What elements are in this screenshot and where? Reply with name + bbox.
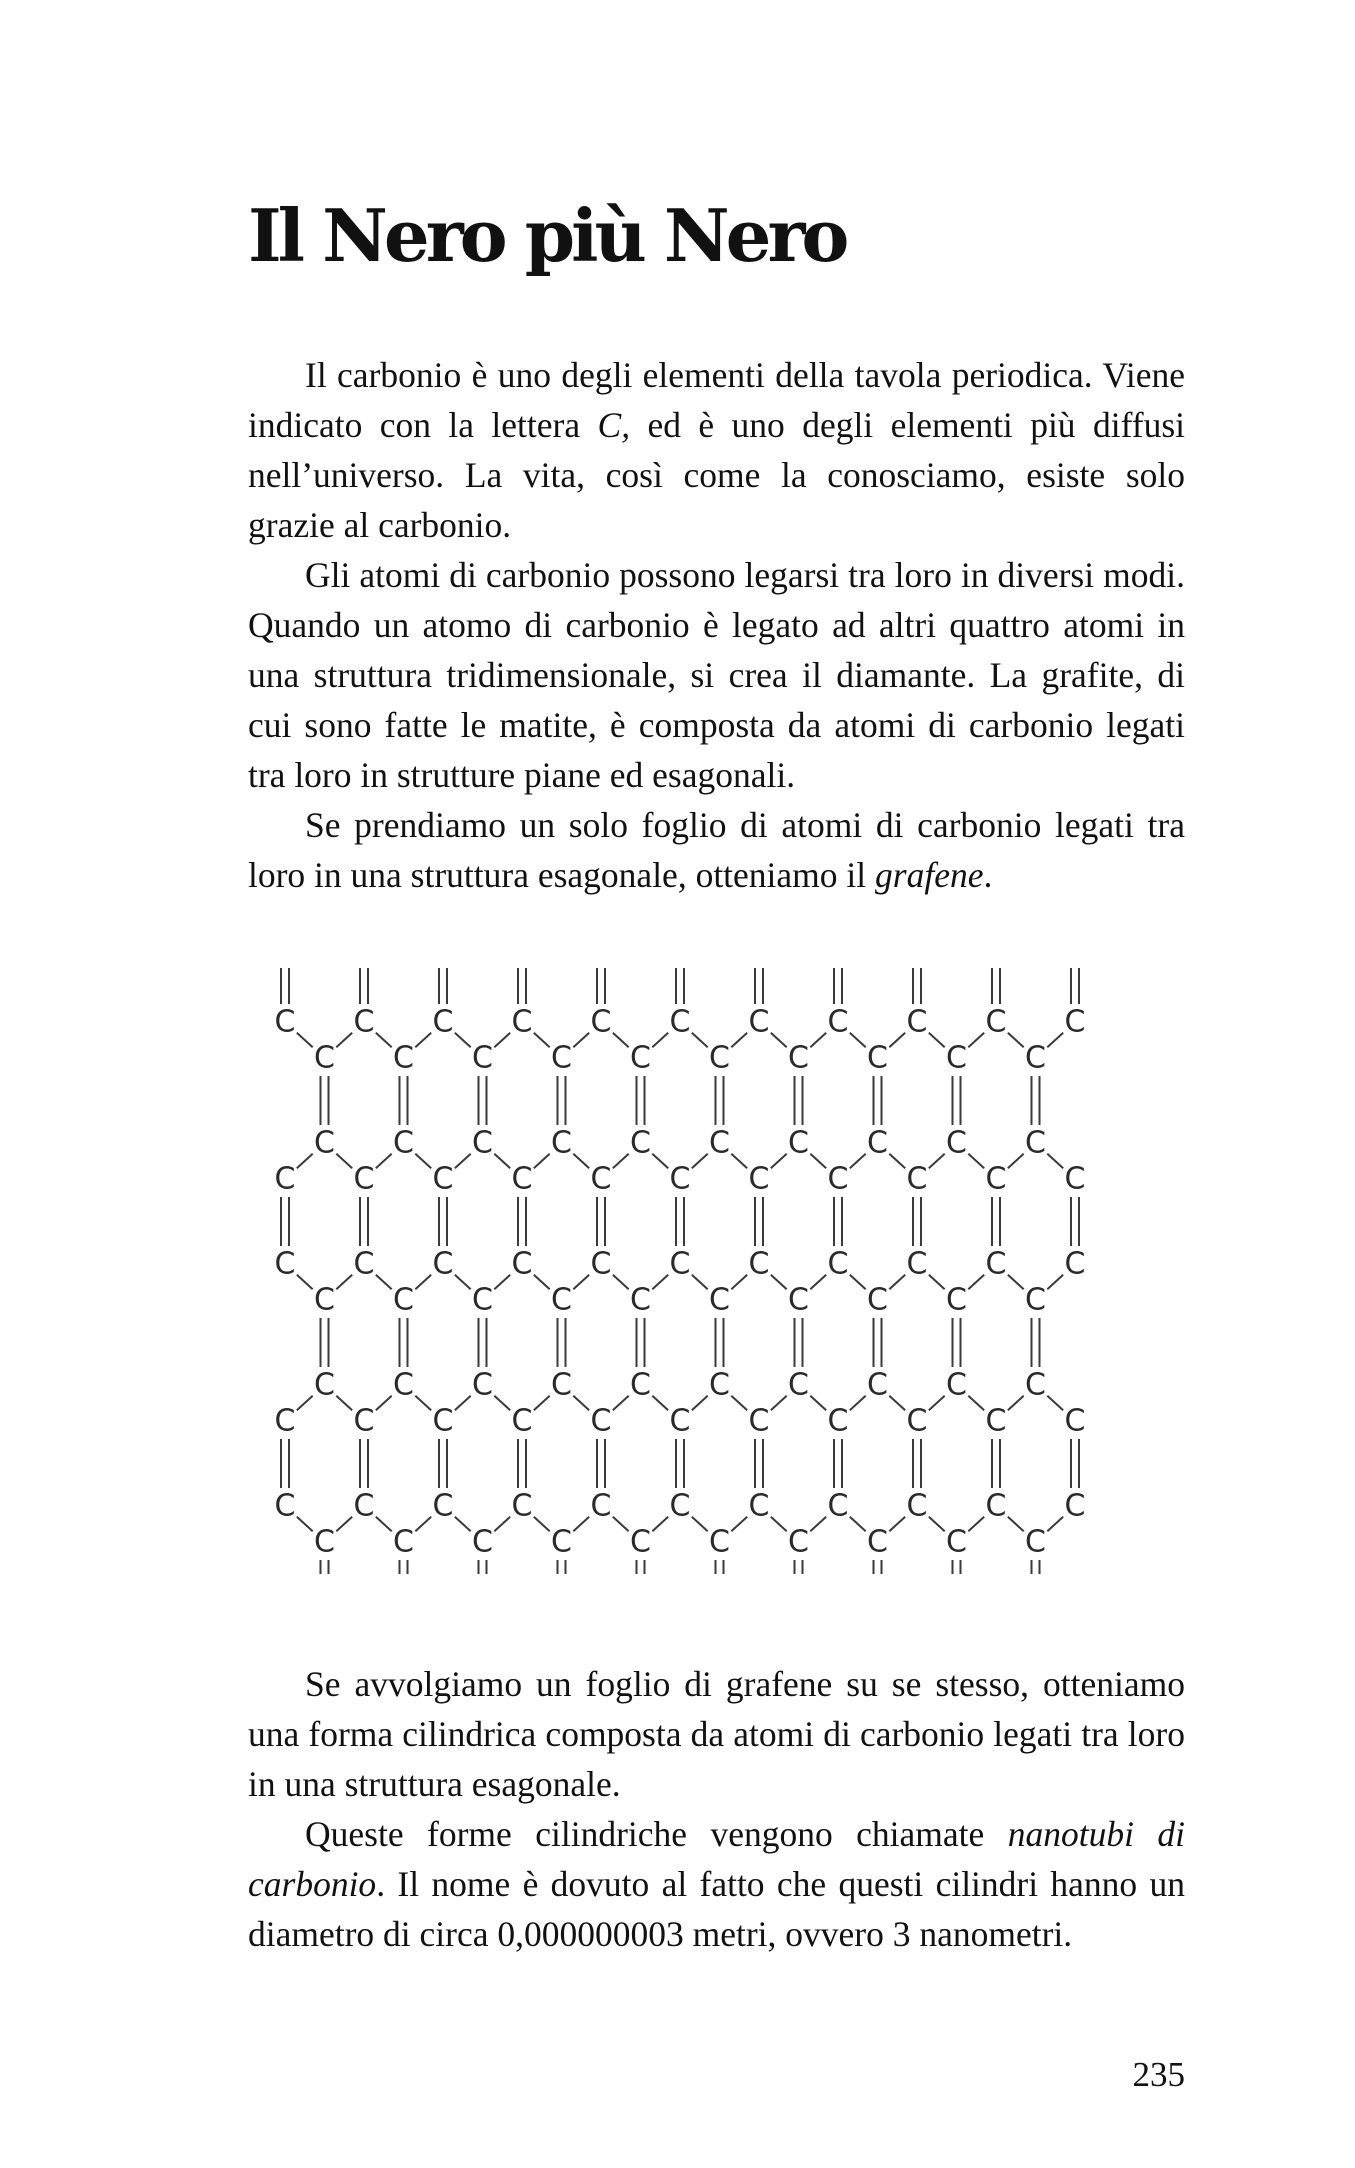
single-bond bbox=[297, 1275, 313, 1289]
single-bond bbox=[771, 1517, 787, 1531]
carbon-atom: C bbox=[274, 1246, 296, 1282]
single-bond bbox=[652, 1396, 668, 1410]
single-bond bbox=[534, 1154, 550, 1168]
carbon-atom: C bbox=[472, 1524, 493, 1560]
carbon-atom: C bbox=[946, 1125, 967, 1161]
carbon-atom: C bbox=[432, 1161, 454, 1197]
single-bond bbox=[376, 1033, 392, 1047]
single-bond bbox=[810, 1154, 826, 1168]
carbon-atom: C bbox=[432, 1004, 454, 1040]
single-bond bbox=[850, 1517, 866, 1531]
single-bond bbox=[889, 1517, 905, 1531]
carbon-atom: C bbox=[709, 1282, 730, 1318]
single-bond bbox=[613, 1033, 629, 1047]
carbon-atom: C bbox=[709, 1125, 730, 1161]
single-bond bbox=[929, 1275, 945, 1289]
carbon-atom: C bbox=[393, 1125, 414, 1161]
carbon-atom: C bbox=[906, 1403, 928, 1439]
single-bond bbox=[494, 1154, 510, 1168]
carbon-atom: C bbox=[511, 1161, 533, 1197]
single-bond bbox=[850, 1033, 866, 1047]
carbon-atom: C bbox=[432, 1246, 454, 1282]
single-bond bbox=[573, 1275, 589, 1289]
carbon-atom: C bbox=[985, 1161, 1007, 1197]
carbon-atom: C bbox=[827, 1246, 849, 1282]
carbon-atom: C bbox=[432, 1403, 454, 1439]
single-bond bbox=[336, 1275, 352, 1289]
carbon-atom: C bbox=[827, 1403, 849, 1439]
carbon-atom: C bbox=[353, 1161, 375, 1197]
single-bond bbox=[336, 1517, 352, 1531]
carbon-atom: C bbox=[551, 1282, 572, 1318]
carbon-atom: C bbox=[669, 1403, 691, 1439]
single-bond bbox=[297, 1517, 313, 1531]
single-bond bbox=[297, 1396, 313, 1410]
carbon-atom: C bbox=[472, 1040, 493, 1076]
carbon-atom: C bbox=[946, 1524, 967, 1560]
carbon-atom: C bbox=[551, 1125, 572, 1161]
single-bond bbox=[1047, 1033, 1063, 1047]
carbon-atom: C bbox=[353, 1246, 375, 1282]
carbon-atom: C bbox=[748, 1488, 770, 1524]
single-bond bbox=[1047, 1275, 1063, 1289]
paragraph-rolled-graphene: Se avvolgiamo un foglio di grafene su se stesso, otteniamo una forma cilindrica composta da atomi di carbonio legati tra loro in una struttura esagonale. bbox=[248, 1664, 1185, 1804]
carbon-atom: C bbox=[827, 1161, 849, 1197]
single-bond bbox=[455, 1033, 471, 1047]
carbon-atom: C bbox=[1064, 1004, 1086, 1040]
single-bond bbox=[376, 1154, 392, 1168]
single-bond bbox=[731, 1154, 747, 1168]
carbon-atom: C bbox=[393, 1524, 414, 1560]
carbon-atom: C bbox=[511, 1488, 533, 1524]
single-bond bbox=[692, 1517, 708, 1531]
carbon-atom: C bbox=[630, 1040, 651, 1076]
carbon-atom: C bbox=[669, 1488, 691, 1524]
single-bond bbox=[455, 1275, 471, 1289]
single-bond bbox=[336, 1033, 352, 1047]
single-bond bbox=[652, 1154, 668, 1168]
single-bond bbox=[534, 1517, 550, 1531]
single-bond bbox=[1008, 1154, 1024, 1168]
carbon-atom: C bbox=[551, 1040, 572, 1076]
single-bond bbox=[810, 1517, 826, 1531]
chapter-title: Il Nero più Nero bbox=[248, 193, 846, 278]
single-bond bbox=[692, 1275, 708, 1289]
carbon-atom: C bbox=[709, 1524, 730, 1560]
single-bond bbox=[455, 1517, 471, 1531]
carbon-atom: C bbox=[511, 1246, 533, 1282]
single-bond bbox=[968, 1396, 984, 1410]
carbon-atom: C bbox=[472, 1125, 493, 1161]
carbon-atom: C bbox=[748, 1246, 770, 1282]
single-bond bbox=[1047, 1154, 1063, 1168]
single-bond bbox=[415, 1033, 431, 1047]
single-bond bbox=[731, 1275, 747, 1289]
single-bond bbox=[692, 1154, 708, 1168]
single-bond bbox=[889, 1396, 905, 1410]
carbon-atom: C bbox=[314, 1040, 335, 1076]
carbon-atom: C bbox=[274, 1488, 296, 1524]
carbon-atom: C bbox=[393, 1367, 414, 1403]
carbon-atom: C bbox=[1025, 1125, 1046, 1161]
single-bond bbox=[455, 1154, 471, 1168]
single-bond bbox=[415, 1275, 431, 1289]
single-bond bbox=[929, 1396, 945, 1410]
single-bond bbox=[968, 1517, 984, 1531]
carbon-atom: C bbox=[669, 1161, 691, 1197]
single-bond bbox=[968, 1033, 984, 1047]
carbon-atom: C bbox=[432, 1488, 454, 1524]
carbon-atom: C bbox=[590, 1403, 612, 1439]
single-bond bbox=[415, 1154, 431, 1168]
single-bond bbox=[968, 1275, 984, 1289]
single-bond bbox=[613, 1396, 629, 1410]
single-bond bbox=[810, 1033, 826, 1047]
single-bond bbox=[573, 1154, 589, 1168]
carbon-atom: C bbox=[788, 1524, 809, 1560]
single-bond bbox=[652, 1517, 668, 1531]
single-bond bbox=[692, 1396, 708, 1410]
single-bond bbox=[850, 1275, 866, 1289]
carbon-atom: C bbox=[353, 1004, 375, 1040]
single-bond bbox=[889, 1033, 905, 1047]
carbon-atom: C bbox=[985, 1246, 1007, 1282]
single-bond bbox=[652, 1275, 668, 1289]
carbon-atom: C bbox=[788, 1040, 809, 1076]
carbon-atom: C bbox=[906, 1004, 928, 1040]
single-bond bbox=[929, 1517, 945, 1531]
carbon-atom: C bbox=[1064, 1246, 1086, 1282]
carbon-atom: C bbox=[1025, 1282, 1046, 1318]
single-bond bbox=[731, 1517, 747, 1531]
single-bond bbox=[889, 1154, 905, 1168]
carbon-atom: C bbox=[827, 1488, 849, 1524]
single-bond bbox=[494, 1033, 510, 1047]
single-bond bbox=[415, 1396, 431, 1410]
carbon-atom: C bbox=[669, 1004, 691, 1040]
single-bond bbox=[1047, 1396, 1063, 1410]
single-bond bbox=[297, 1154, 313, 1168]
carbon-atom: C bbox=[274, 1403, 296, 1439]
carbon-atom: C bbox=[630, 1282, 651, 1318]
intro-text bbox=[248, 350, 1185, 900]
single-bond bbox=[415, 1517, 431, 1531]
single-bond bbox=[613, 1154, 629, 1168]
single-bond bbox=[1047, 1517, 1063, 1531]
carbon-atom: C bbox=[590, 1161, 612, 1197]
single-bond bbox=[573, 1396, 589, 1410]
carbon-atom: C bbox=[314, 1524, 335, 1560]
carbon-atom: C bbox=[472, 1367, 493, 1403]
carbon-atom: C bbox=[788, 1282, 809, 1318]
single-bond bbox=[573, 1033, 589, 1047]
single-bond bbox=[692, 1033, 708, 1047]
carbon-atom: C bbox=[748, 1403, 770, 1439]
page-number: 235 bbox=[1132, 2055, 1185, 2094]
single-bond bbox=[534, 1033, 550, 1047]
carbon-atom: C bbox=[353, 1488, 375, 1524]
single-bond bbox=[731, 1033, 747, 1047]
carbon-atom: C bbox=[748, 1004, 770, 1040]
single-bond bbox=[929, 1154, 945, 1168]
single-bond bbox=[771, 1154, 787, 1168]
single-bond bbox=[929, 1033, 945, 1047]
carbon-atom: C bbox=[788, 1125, 809, 1161]
single-bond bbox=[494, 1396, 510, 1410]
carbon-atom: C bbox=[314, 1125, 335, 1161]
single-bond bbox=[968, 1154, 984, 1168]
carbon-atom: C bbox=[985, 1004, 1007, 1040]
paragraph-carbon-intro: Il carbonio è uno degli elementi della tavola periodica. Viene indicato con la lettera C, ed è uno degli elementi più diffusi nell’universo. La vita, così come la conosciamo, esiste solo grazie al carbonio. bbox=[248, 355, 1185, 545]
single-bond bbox=[534, 1396, 550, 1410]
single-bond bbox=[336, 1396, 352, 1410]
single-bond bbox=[1008, 1517, 1024, 1531]
single-bond bbox=[771, 1033, 787, 1047]
carbon-atom: C bbox=[1064, 1403, 1086, 1439]
carbon-atom: C bbox=[511, 1004, 533, 1040]
carbon-atom: C bbox=[709, 1040, 730, 1076]
carbon-atom: C bbox=[551, 1524, 572, 1560]
single-bond bbox=[573, 1517, 589, 1531]
paragraph-nanotubes: Queste forme cilindriche vengono chiamate nanotubi di carbonio. Il nome è dovuto al fatto che questi cilindri hanno un diametro di circa 0,000000003 metri, ovvero 3 nanometri. bbox=[248, 1814, 1185, 1954]
carbon-atom: C bbox=[511, 1403, 533, 1439]
carbon-atom: C bbox=[590, 1488, 612, 1524]
carbon-atom: C bbox=[867, 1040, 888, 1076]
carbon-atom: C bbox=[274, 1161, 296, 1197]
single-bond bbox=[652, 1033, 668, 1047]
single-bond bbox=[376, 1396, 392, 1410]
carbon-atom: C bbox=[946, 1282, 967, 1318]
carbon-atom: C bbox=[709, 1367, 730, 1403]
single-bond bbox=[297, 1033, 313, 1047]
carbon-atom: C bbox=[985, 1488, 1007, 1524]
single-bond bbox=[336, 1154, 352, 1168]
nanotube-text bbox=[248, 1659, 1185, 1959]
single-bond bbox=[771, 1275, 787, 1289]
single-bond bbox=[850, 1396, 866, 1410]
graphene-lattice-diagram bbox=[240, 960, 1180, 1580]
carbon-atom: C bbox=[906, 1161, 928, 1197]
carbon-atom: C bbox=[314, 1367, 335, 1403]
carbon-atom: C bbox=[946, 1040, 967, 1076]
carbon-atom: C bbox=[590, 1246, 612, 1282]
carbon-atom: C bbox=[353, 1403, 375, 1439]
single-bond bbox=[613, 1517, 629, 1531]
carbon-atom: C bbox=[472, 1282, 493, 1318]
carbon-atom: C bbox=[906, 1246, 928, 1282]
single-bond bbox=[1008, 1396, 1024, 1410]
carbon-atom: C bbox=[590, 1004, 612, 1040]
carbon-atom: C bbox=[393, 1282, 414, 1318]
carbon-atom: C bbox=[867, 1125, 888, 1161]
carbon-atom: C bbox=[630, 1524, 651, 1560]
carbon-atom: C bbox=[946, 1367, 967, 1403]
single-bond bbox=[534, 1275, 550, 1289]
single-bond bbox=[376, 1517, 392, 1531]
single-bond bbox=[810, 1275, 826, 1289]
carbon-atom: C bbox=[274, 1004, 296, 1040]
single-bond bbox=[731, 1396, 747, 1410]
single-bond bbox=[771, 1396, 787, 1410]
carbon-atom: C bbox=[867, 1282, 888, 1318]
single-bond bbox=[1008, 1275, 1024, 1289]
paragraph-graphene: Se prendiamo un solo foglio di atomi di carbonio legati tra loro in una struttura esagonale, otteniamo il grafene. bbox=[248, 805, 1185, 895]
carbon-atom: C bbox=[827, 1004, 849, 1040]
single-bond bbox=[889, 1275, 905, 1289]
single-bond bbox=[613, 1275, 629, 1289]
single-bond bbox=[494, 1275, 510, 1289]
carbon-atom: C bbox=[1064, 1161, 1086, 1197]
carbon-atom: C bbox=[985, 1403, 1007, 1439]
paragraph-carbon-bonds: Gli atomi di carbonio possono legarsi tra loro in diversi modi. Quando un atomo di carbonio è legato ad altri quattro atomi in una struttura tridimensionale, si crea il diamante. La grafite, di cui sono fatte le matite, è composta da atomi di carbonio legati tra loro in strutture piane ed esagonali. bbox=[248, 555, 1185, 795]
carbon-atom: C bbox=[748, 1161, 770, 1197]
carbon-atom: C bbox=[314, 1282, 335, 1318]
carbon-atom: C bbox=[669, 1246, 691, 1282]
carbon-atom: C bbox=[551, 1367, 572, 1403]
single-bond bbox=[850, 1154, 866, 1168]
carbon-atom: C bbox=[867, 1367, 888, 1403]
single-bond bbox=[810, 1396, 826, 1410]
carbon-atom: C bbox=[1025, 1524, 1046, 1560]
carbon-atom: C bbox=[788, 1367, 809, 1403]
single-bond bbox=[1008, 1033, 1024, 1047]
single-bond bbox=[455, 1396, 471, 1410]
carbon-atom: C bbox=[867, 1524, 888, 1560]
carbon-atom: C bbox=[906, 1488, 928, 1524]
single-bond bbox=[494, 1517, 510, 1531]
carbon-atom: C bbox=[630, 1367, 651, 1403]
carbon-atom: C bbox=[393, 1040, 414, 1076]
carbon-atom: C bbox=[1025, 1367, 1046, 1403]
carbon-atom: C bbox=[1025, 1040, 1046, 1076]
single-bond bbox=[376, 1275, 392, 1289]
carbon-atom: C bbox=[630, 1125, 651, 1161]
carbon-atom: C bbox=[1064, 1488, 1086, 1524]
